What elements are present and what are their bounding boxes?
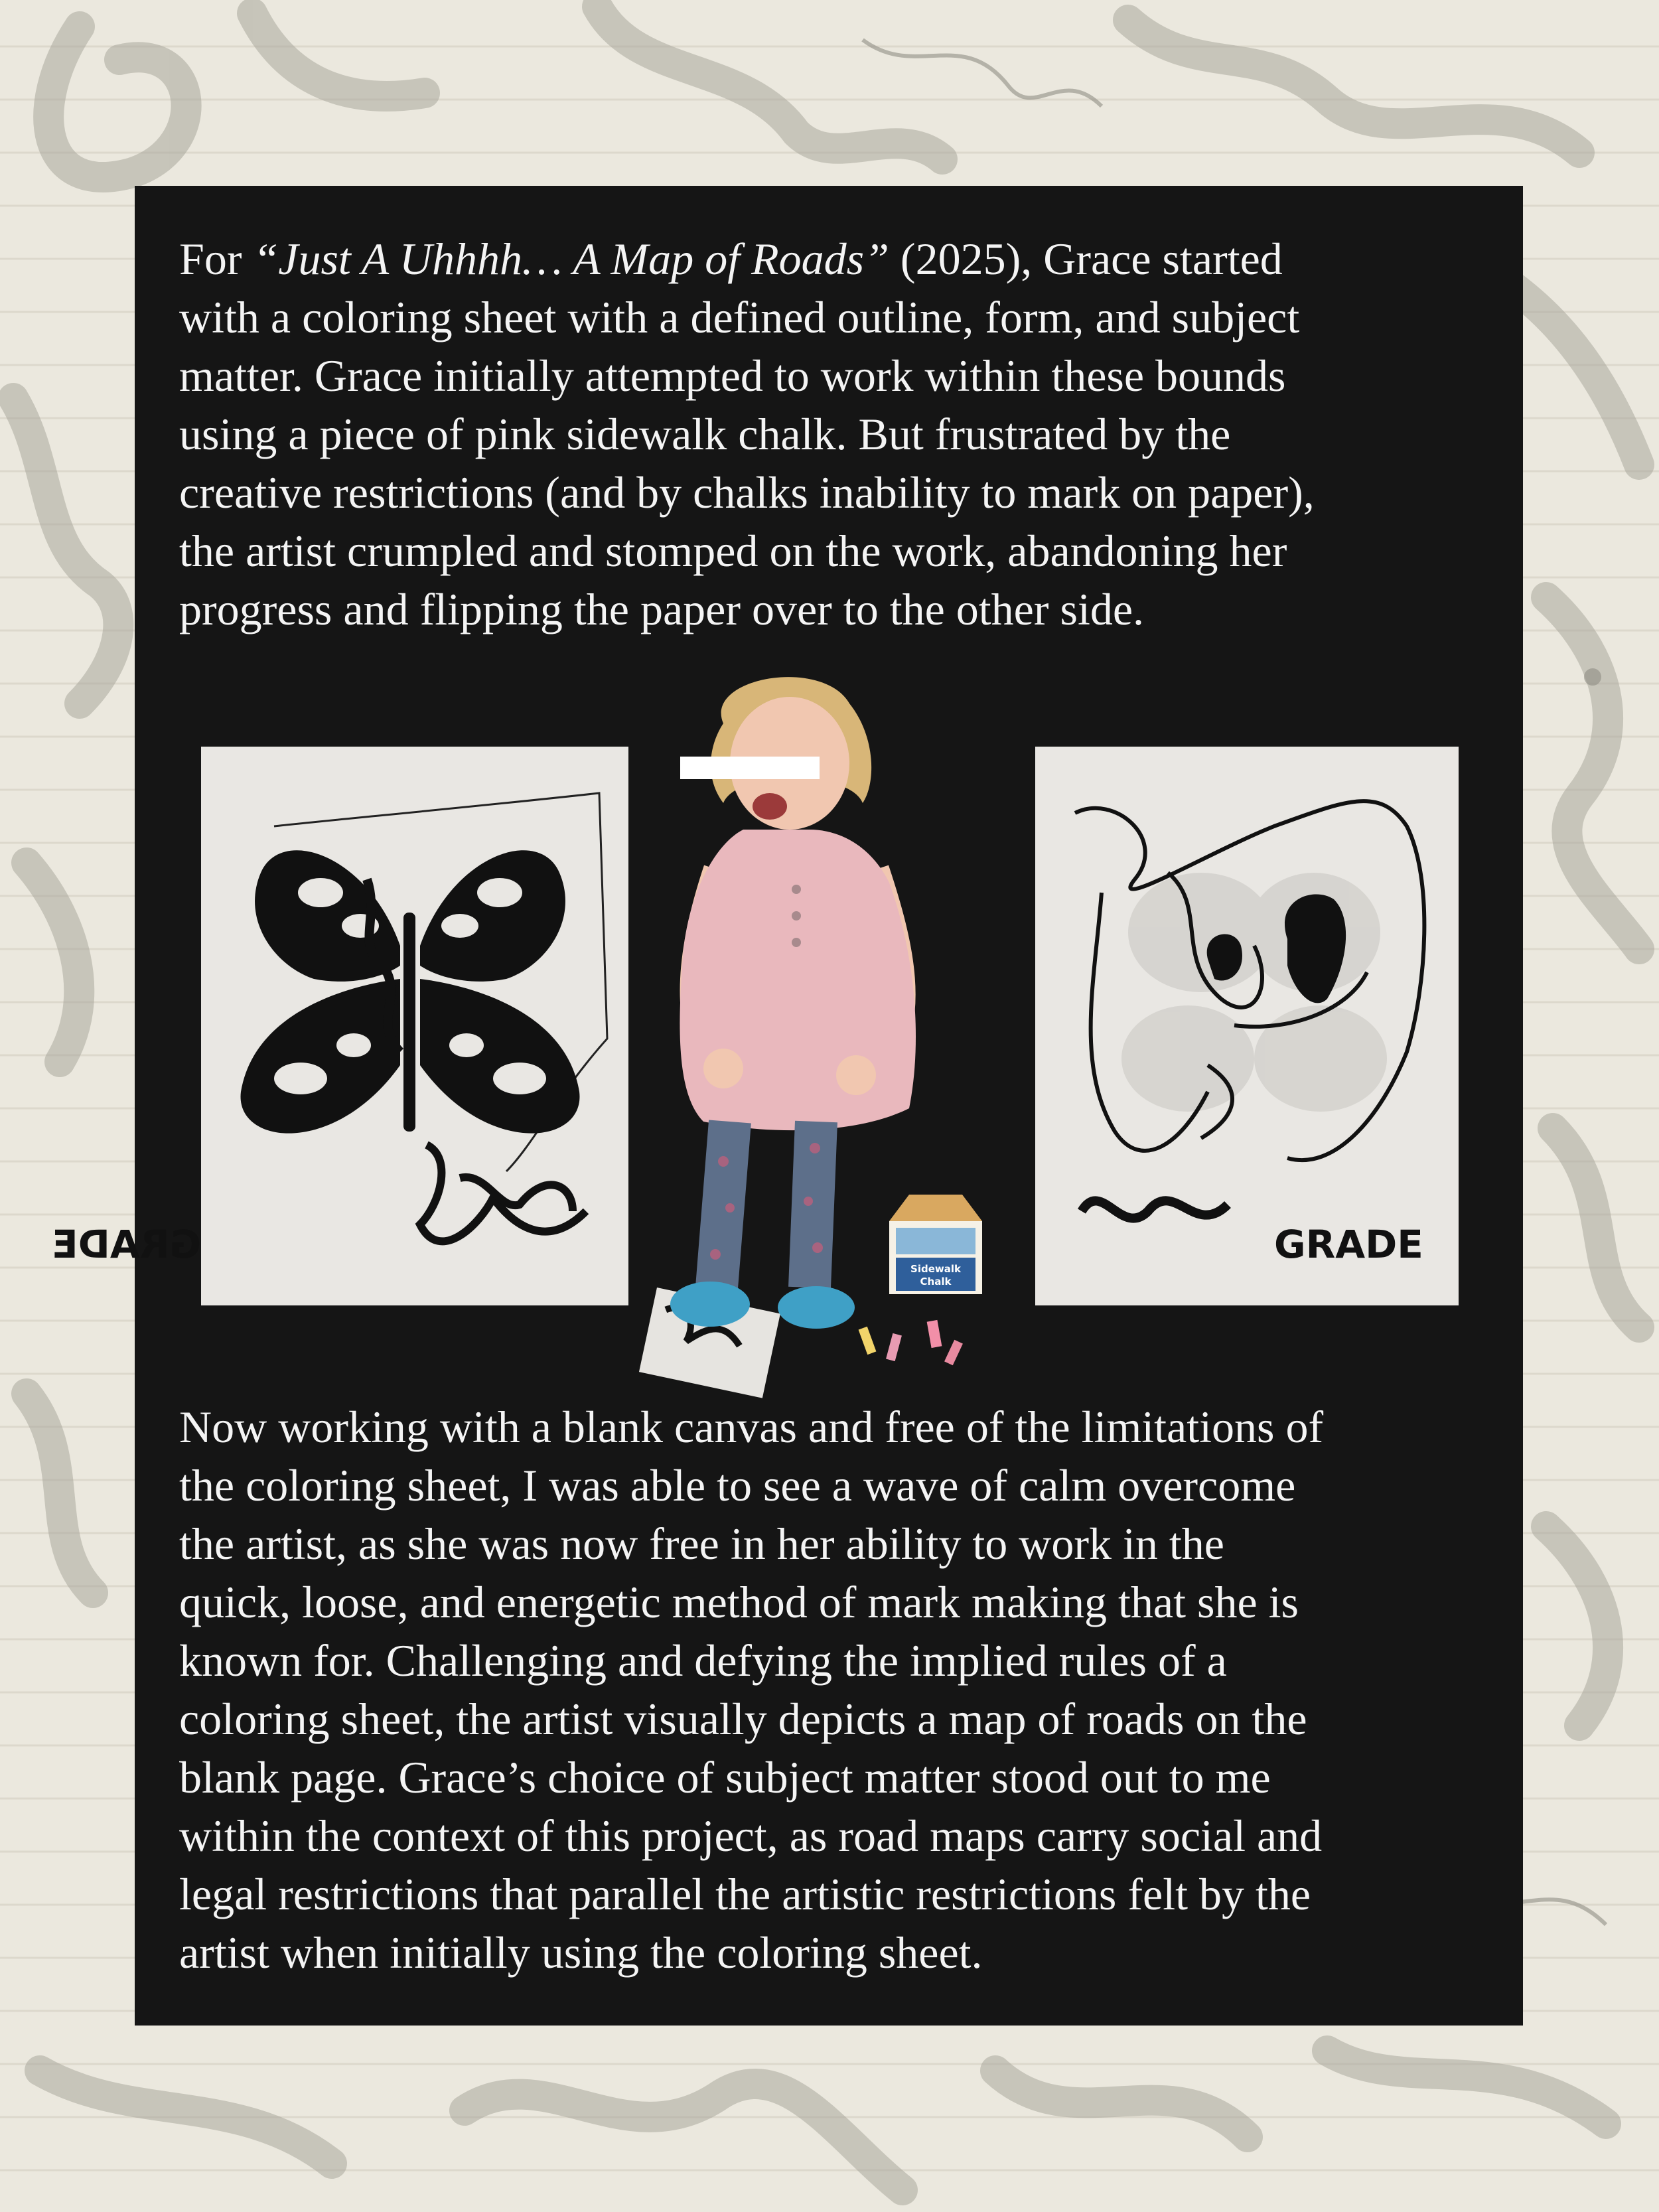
intro-line: progress and flipping the paper over to the other side. — [179, 584, 1145, 634]
reflection-paragraph — [179, 1398, 1323, 1982]
mirrored-signature: GRADE — [52, 1222, 201, 1267]
reflection-line: the artist, as she was now free in her ability to work in the — [179, 1518, 1224, 1569]
reflection-line: legal restrictions that parallel the artistic restrictions felt by the — [179, 1869, 1311, 1919]
reflection-line: within the context of this project, as road maps carry social and — [179, 1810, 1323, 1861]
chalk-box-label-1: Sidewalk — [910, 1263, 961, 1275]
intro-line: matter. Grace initially attempted to work within these bounds — [179, 350, 1286, 401]
child-with-chalk-photo — [637, 670, 1009, 1374]
intro-line: the artist crumpled and stomped on the work, abandoning her — [179, 526, 1287, 576]
reflection-line: Now working with a blank canvas and free of the limitations of — [179, 1402, 1324, 1452]
chalk-box-label-2: Chalk — [920, 1276, 952, 1288]
reflection-line: the coloring sheet, I was able to see a wave of calm overcome — [179, 1460, 1296, 1511]
intro-first-line: For “Just A Uhhhh… A Map of Roads” (2025), Grace started — [179, 234, 1283, 284]
map-of-roads-drawing-image — [1035, 747, 1459, 1305]
butterfly-coloring-sheet-image — [52, 747, 628, 1305]
reflection-line: coloring sheet, the artist visually depicts a map of roads on the — [179, 1694, 1307, 1744]
reflection-line: artist when initially using the coloring sheet. — [179, 1927, 983, 1978]
signature: GRADE — [1274, 1222, 1423, 1267]
intro-line: with a coloring sheet with a defined outline, form, and subject — [179, 292, 1300, 342]
reflection-line: blank page. Grace’s choice of subject matter stood out to me — [179, 1752, 1271, 1803]
reflection-line: known for. Challenging and defying the implied rules of a — [179, 1635, 1227, 1686]
reflection-line: quick, loose, and energetic method of mark making that she is — [179, 1577, 1299, 1627]
artwork-title: “Just A Uhhhh… A Map of Roads” — [253, 234, 889, 284]
intro-paragraph — [179, 230, 1315, 638]
censor-bar — [680, 757, 820, 779]
intro-line: using a piece of pink sidewalk chalk. But frustrated by the — [179, 409, 1231, 459]
intro-line: creative restrictions (and by chalks inability to mark on paper), — [179, 467, 1315, 518]
